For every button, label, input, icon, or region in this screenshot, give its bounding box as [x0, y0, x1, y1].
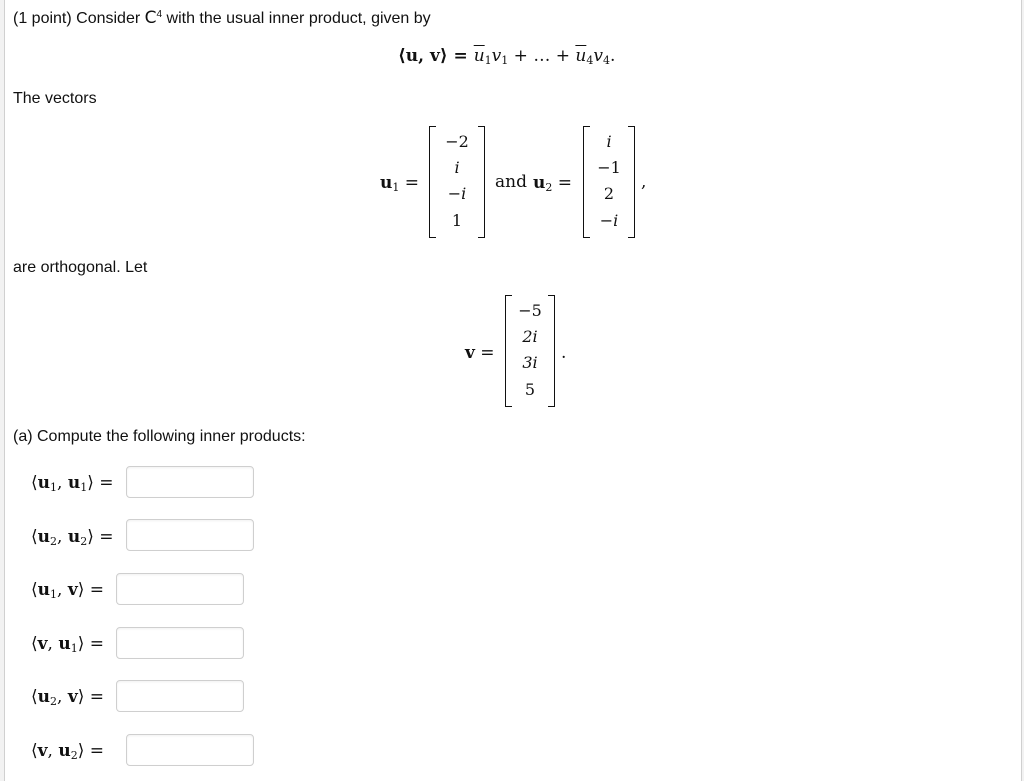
- product-comma: ,: [57, 580, 68, 600]
- v-trailing-period: .: [561, 343, 567, 363]
- u2-entry-1: i: [606, 132, 612, 151]
- product-1-right-sub: 1: [80, 481, 88, 494]
- open-bracket: ⟨: [31, 580, 38, 600]
- close-bracket: ⟩: [77, 580, 85, 600]
- product-comma: ,: [57, 687, 68, 707]
- formula-conj-u1-sub: 1: [484, 54, 492, 67]
- product-comma: ,: [57, 527, 68, 547]
- product-label-2: [31, 527, 114, 548]
- open-bracket: ⟨: [31, 741, 38, 761]
- u2-entry-2: −1: [597, 158, 621, 177]
- v-name: v: [465, 343, 475, 363]
- formula-v4: v: [593, 46, 603, 66]
- close-bracket: ⟩: [87, 473, 94, 493]
- space-dimension: 4: [156, 9, 163, 20]
- product-2-left-sub: 2: [50, 535, 58, 548]
- product-label-3: [31, 580, 104, 601]
- orthogonal-label: are orthogonal. Let: [13, 259, 148, 276]
- product-1-left: u: [37, 473, 51, 493]
- product-eq: =: [84, 634, 105, 654]
- u1-sub: 1: [392, 181, 400, 194]
- u2-entry-3: 2: [603, 184, 615, 203]
- product-comma: ,: [57, 473, 68, 493]
- product-1-left-sub: 1: [50, 481, 58, 494]
- vectors-label: The vectors: [13, 90, 97, 107]
- formula-conj-u4-sub: 4: [586, 54, 594, 67]
- close-bracket: ⟩: [77, 687, 85, 707]
- answer-input-u2-v[interactable]: [116, 680, 244, 712]
- product-2-right-sub: 2: [80, 535, 88, 548]
- product-3-left: u: [37, 580, 51, 600]
- answer-input-u2-u2[interactable]: [126, 519, 254, 551]
- and-text: and: [495, 172, 527, 192]
- product-1-right: u: [67, 473, 81, 493]
- inner-product-formula: [398, 46, 615, 67]
- product-2-right: u: [67, 527, 81, 547]
- part-a-heading: (a) Compute the following inner products:: [13, 428, 306, 445]
- intro-suffix: with the usual inner product, given by: [162, 10, 431, 27]
- formula-v1-sub: 1: [501, 54, 509, 67]
- product-eq: =: [93, 473, 114, 493]
- v-entry-1: −5: [518, 301, 542, 320]
- problem-page: [4, 0, 1022, 781]
- open-bracket: ⟨: [31, 527, 38, 547]
- v-matrix: [505, 295, 555, 407]
- u2-entry-4: −i: [599, 211, 619, 230]
- product-comma: ,: [47, 741, 59, 761]
- close-bracket: ⟩: [87, 527, 94, 547]
- formula-conj-u1: $\overline{u}$: [473, 46, 485, 66]
- u1-entry-4: 1: [451, 211, 463, 230]
- product-comma: ,: [47, 634, 59, 654]
- u2-trailing-comma: ,: [641, 172, 647, 192]
- v-label: [465, 343, 495, 363]
- u1-name: u: [380, 173, 393, 193]
- answer-input-v-u2[interactable]: [126, 734, 254, 766]
- answer-input-u1-v[interactable]: [116, 573, 244, 605]
- product-label-6: [31, 741, 104, 762]
- answer-input-u1-u1[interactable]: [126, 466, 254, 498]
- product-eq: =: [84, 687, 105, 707]
- u2-label: [533, 173, 572, 194]
- open-bracket: ⟨: [31, 473, 38, 493]
- answer-input-v-u1[interactable]: [116, 627, 244, 659]
- product-4-right: u: [58, 634, 71, 654]
- open-bracket: ⟨: [31, 634, 38, 654]
- complex-space-symbol: C: [144, 8, 157, 28]
- u1-matrix: [429, 126, 485, 238]
- product-6-right: u: [58, 741, 71, 761]
- product-3-left-sub: 1: [50, 588, 58, 601]
- u2-eq: =: [552, 173, 573, 193]
- u1-label: [380, 173, 419, 194]
- problem-intro: [13, 8, 431, 28]
- product-3-right: v: [67, 580, 78, 600]
- product-eq: =: [93, 527, 114, 547]
- product-label-1: [31, 473, 114, 494]
- product-6-right-sub: 2: [70, 749, 78, 762]
- product-label-4: [31, 634, 104, 655]
- u1-eq: =: [399, 173, 420, 193]
- formula-middle: + … +: [508, 46, 576, 66]
- product-5-left: u: [37, 687, 51, 707]
- intro-prefix: (1 point) Consider: [13, 10, 145, 27]
- product-4-right-sub: 1: [70, 642, 78, 655]
- product-5-right: v: [67, 687, 78, 707]
- u1-entry-1: −2: [445, 132, 469, 151]
- product-6-left: v: [37, 741, 48, 761]
- product-eq: =: [84, 580, 105, 600]
- v-entry-3: 3i: [522, 353, 538, 372]
- product-label-5: [31, 687, 104, 708]
- open-bracket: ⟨: [31, 687, 38, 707]
- formula-lhs: ⟨u, v⟩ =: [398, 46, 474, 66]
- formula-v4-sub: 4: [602, 54, 610, 67]
- formula-v1: v: [491, 46, 502, 66]
- close-bracket: ⟩: [77, 634, 85, 654]
- u2-sub: 2: [545, 181, 553, 194]
- product-eq: =: [84, 741, 105, 761]
- formula-end: .: [609, 46, 616, 66]
- formula-conj-u4: $\overline{u}$: [575, 46, 587, 66]
- u2-name: u: [533, 173, 546, 193]
- v-eq: =: [474, 343, 495, 363]
- u1-entry-2: i: [454, 158, 460, 177]
- v-entry-4: 5: [524, 380, 536, 399]
- v-entry-2: 2i: [522, 327, 538, 346]
- u2-matrix: [583, 126, 635, 238]
- product-2-left: u: [37, 527, 51, 547]
- product-5-left-sub: 2: [50, 695, 58, 708]
- close-bracket: ⟩: [77, 741, 85, 761]
- product-4-left: v: [37, 634, 48, 654]
- u1-entry-3: −i: [447, 184, 467, 203]
